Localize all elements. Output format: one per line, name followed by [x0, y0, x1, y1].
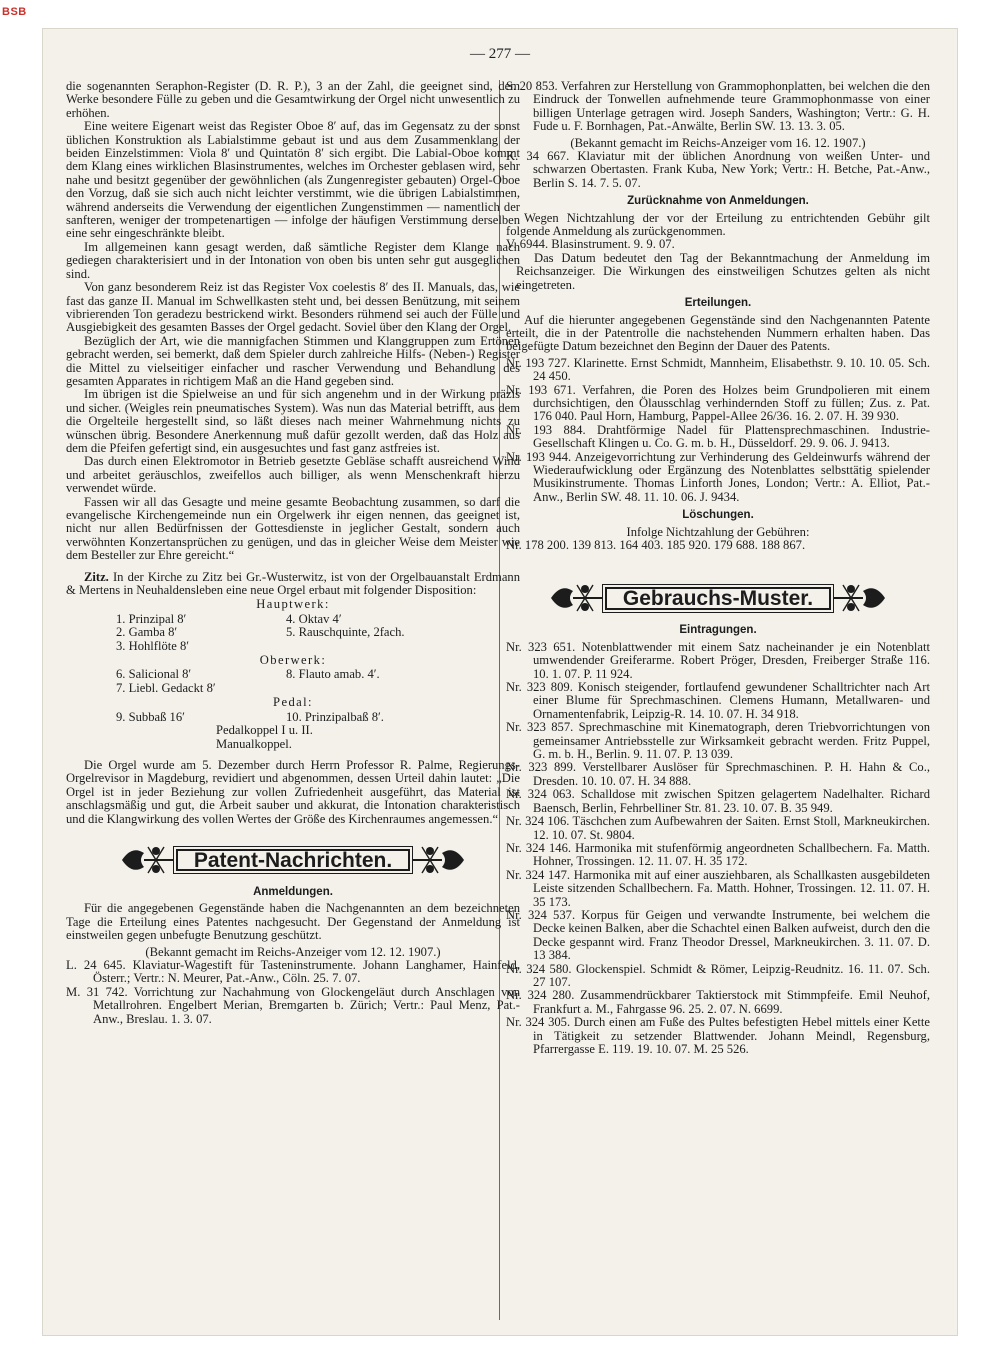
gm-entry: Nr. 323 809. Konisch steigender, fortlaufend gewundener Schalltrichter nach Art einer Blume für Sprechmaschinen. Clemens Humann, Metallwaren- und Ornamentenfabrik, Leipzig-R. 14. 10. 07. H. 34 918. — [506, 680, 930, 721]
register — [286, 682, 526, 695]
register: 7. Liebl. Gedackt 8′ — [116, 680, 216, 695]
register: 8. Flauto amab. 4′. — [286, 667, 380, 682]
zitz-intro — [66, 571, 520, 598]
patent-entry: Nr. 193 944. Anzeigevorrichtung zur Verhinderung des Geldeinwurfs während der Wiederaufwicklung oder Ergänzung des Notenblattes selbsttätig spielender Musikinstrumente. Thomas Linforth Jones, London; Vertr.: A. Elliot, Pat.-Anw., Berlin SW. 48. 11. 10. 06. J. 9434. — [506, 449, 930, 504]
register: 6. Salicional 8′ — [116, 667, 192, 682]
paragraph: Das Datum bedeutet den Tag der Bekanntmachung der Anmeldung im Reichsanzeiger. Die Wirkungen des einstweiligen Schutzes gelten als nicht eingetreten. — [516, 250, 930, 292]
section-title: Pedal: — [273, 695, 313, 710]
gm-entry: Nr. 324 146. Harmonika mit stufenförmig angeordneten Schallbechern. Fa. Matth. Hohner, Trossingen. 12. 11. 07. H. 35 172. — [506, 840, 930, 869]
gm-entry: Nr. 324 537. Korpus für Geigen und verwandte Instrumente, bei welchem die Decke keinen Balken, aber die Schachtel einen Balken aufweist, durch den die Decke gespannt wird. Franz Theodor Dressel, Markneukirchen. 3. 11. 07. D. 13 384. — [506, 907, 930, 963]
patent-entry: M. 31 742. Vorrichtung zur Nachahmung von Glockengeläut durch Anschlagen von Metallrohren. Engelbert Merian, Bremgarten b. Zürich; Vertr.: Paul Menz, Pat.-Anw., Breslau. 1. 3. 07. — [66, 984, 520, 1026]
paragraph: Wegen Nichtzahlung der vor der Erteilung zu entrichtenden Gebühr gilt folgende Anmeldung als zurückgenommen. — [506, 210, 930, 239]
section-heading: Erteilungen. — [684, 297, 752, 310]
gm-entry: Nr. 323 857. Sprechmaschine mit Kinematograph, deren Triebvorrichtungen von gemeinsamer Antriebsstelle zur Wirksamkeit gebracht werden. Fritz Puppel, G. m. b. H., Berlin. 9. 11. 07. P. 13 039. — [506, 720, 930, 762]
paragraph: Bezüglich der Art, wie die mannigfachen Stimmen und Klanggruppen zum Ertönen gebracht werden, sei bemerkt, daß dem Spieler durch zahlreiche Hilfs- (Neben-) Register die Mittel zu vielseitiger einfacher und rascher Verwendung und Behandlung des gesamten Apparates in richtigem Maß an die Hand gegeben sind. — [66, 333, 520, 388]
gm-entry: Nr. 324 280. Zusammendrückbarer Taktierstock mit Stimmpfeife. Emil Neuhof, Frankfurt a. M., Fahrgasse 96. 25. 2. 07. N. 6699. — [506, 988, 930, 1016]
register: 10. Prinzipalbaß 8′. — [286, 709, 384, 724]
gm-entry: Nr. 323 899. Verstellbarer Auslöser für Sprechmaschinen. P. H. Hahn & Co., Dresden. 10. 10. 07. H. 34 888. — [506, 760, 930, 788]
left-column — [66, 80, 520, 1026]
scanned-page — [42, 28, 958, 1336]
paragraph: Das durch einen Elektromotor in Betrieb gesetzte Gebläse schafft ausreichend Wind und arbeitet geräuschlos, zweifellos auch billiger, als wenn Menschenkraft hierzu verwendet würde. — [66, 454, 520, 496]
patent-entry: K. 34 667. Klaviatur mit der üblichen Anordnung von weißen Unter- und schwarzen Obertasten. Frank Kuba, New York; Vertr.: H. Betche, Pat.-Anw., Berlin S. 14. 7. 5. 07. — [506, 149, 930, 190]
subheading: Infolge Nichtzahlung der Gebühren: — [626, 524, 810, 539]
coupler: Pedalkoppel I u. II. — [216, 723, 313, 738]
notice: (Bekannt gemacht im Reichs-Anzeiger vom 12. 12. 1907.) — [145, 944, 441, 959]
patent-entry: Nr. 193 671. Verfahren, die Poren des Holzes beim Grundpolieren mit einem durchsichtigen, den Ölausschlag verhindernden Stoff zu füllen; Zus. z. Pat. 176 040. Paul Horn, Hamburg, Pappel-Allee 26/36. 16. 2. 07. H. 39 930. — [506, 382, 930, 424]
section-title: Hauptwerk: — [256, 597, 330, 612]
coupler-list — [66, 724, 520, 751]
register: 4. Oktav 4′ — [286, 611, 342, 626]
paragraph: Im allgemeinen kann gesagt werden, daß sämtliche Register dem Klange nach gediegen charakterisiert und in der Intonation von oben bis unten sehr gut ausgeglichen sind. — [66, 239, 520, 281]
section-heading: Löschungen. — [682, 509, 754, 522]
gm-entry: Nr. 324 063. Schalldose mit zwischen Spitzen gelagertem Nadelhalter. Richard Baensch, Berlin, Fehrbelliner Str. 81. 23. 10. 07. B. 35 949. — [506, 787, 930, 815]
patent-entry: S. 20 853. Verfahren zur Herstellung von Grammophonplatten, bei welchen die den Eindruck der Tonwellen aufnehmende teure Grammophonmasse von einer billigen Unterlage getragen wird. Joseph Sanders, Washington; Vertr.: G. H. Fude u. F. Bornhagen, Pat.-Anwälte, Berlin SW. 13. 13. 3. 05. — [506, 79, 930, 134]
paragraph: Im übrigen ist die Spielweise an und für sich angenehm und in der Wirkung präzis und sicher. (Weigles rein pneumatisches System). Was nun das Material betrifft, aus dem die Orgelteile hergestellt sind, so läßt dieses nach meiner Wahrnehmung nichts zu wünschen übrig. Besondere Anerkennung muß dafür gezollt werden, daß das Holz aus dem die Pfeifen gefertigt sind, ein ausgesuchtes und fast ganz astfreies ist. — [66, 387, 520, 455]
library-mark: BSB — [2, 6, 27, 18]
zitz-intro-text: In der Kirche zu Zitz bei Gr.-Wusterwitz, ist von der Orgelbauanstalt Erdmann & Mertens in Neuhaldensleben eine neue Orgel erbaut mit folgender Disposition: — [66, 569, 520, 598]
gm-entry: Nr. 324 580. Glockenspiel. Schmidt & Römer, Leipzig-Reudnitz. 16. 11. 07. Sch. 27 107. — [506, 961, 930, 989]
gebrauchs-banner — [506, 578, 930, 618]
banner-title: Gebrauchs-Muster. — [605, 587, 831, 609]
patent-entry: Nr. 193 884. Drahtförmige Nadel für Plattensprechmaschinen. Industrie-Gesellschaft Klingen u. Co. G. m. b. H., Düsseldorf. 29. 9. 06. J. 9413. — [506, 422, 930, 451]
disposition-oberwerk — [66, 668, 520, 695]
section-heading: Eintragungen. — [679, 624, 757, 637]
register: 9. Subbaß 16′ — [116, 709, 185, 724]
ornament-right-icon — [410, 841, 468, 879]
deletion-list: Nr. 178 200. 139 813. 164 403. 185 920. 179 688. 188 867. — [506, 538, 806, 552]
paragraph: Die Orgel wurde am 5. Dezember durch Herrn Professor R. Palme, Regierungs-Orgelrevisor in Magdeburg, revidiert und abgenommen, dessen Urteil dahin lautet: „Die Orgel ist in jeder Beziehung zur vollen Zufriedenheit ausgeführt, das Material ist anschlagsmäßig und gut, die Arbeit sauber und akkurat, die Intonation charakteristisch und die Klangwirkung des vollen Wertes der Größe des Kirchenraumes angemessen.“ — [66, 757, 520, 826]
patent-entry: Nr. 193 727. Klarinette. Ernst Schmidt, Mannheim, Elisabethstr. 9. 10. 10. 05. Sch. 24 450. — [506, 355, 930, 384]
patent-entry: L. 24 645. Klaviatur-Wagestift für Tasteninstrumente. Johann Langhamer, Hainfeld, Österr.; Vertr.: N. Meurer, Pat.-Anw., Cöln. 25. 7. 07. — [66, 957, 520, 986]
place-name: Zitz. — [84, 569, 109, 584]
section-heading: Anmeldungen. — [253, 885, 333, 898]
gm-entry: Nr. 323 651. Notenblattwender mit einem Satz nacheinander je ein Notenblatt umwendender Greiferarme. Robert Pröger, Dresden, Freiberger Straße 116. 10. 1. 07. P. 11 924. — [506, 639, 930, 681]
patent-entry: V. 6944. Blasinstrument. 9. 9. 07. — [506, 237, 675, 252]
paragraph: Auf die hierunter angegebenen Gegenstände sind den Nachgenannten Patente erteilt, die in der Patentrolle die nachstehenden Nummern erhalten haben. Das beigefügte Datum bezeichnet den Beginn der Dauer des Patents. — [506, 312, 930, 354]
paragraph: Fassen wir all das Gesagte und meine gesamte Beobachtung zusammen, so darf die evangelische Kirchengemeinde nun ein Orgelwerk ihr eigen nennen, das geeignet ist, nicht nur allen Bedürfnissen der Gottesdienste in jeglicher Gestalt, sondern auch verwöhnten Konzertansprüchen zu genügen, und das in gleicher Weise dem Meister wie dem Besteller zur Ehre gereicht.“ — [66, 494, 520, 563]
paragraph: Eine weitere Eigenart weist das Register Oboe 8′ auf, das im Gegensatz zu der sonst üblichen Konstruktion als Labialstimme gebaut ist und aus dem Zusammenklang der beiden Einzelstimmen: Viola 8′ und Quintatön 8′ sich ergibt. Die Labial-Oboe kommt dem Klang eines wirklichen Blasinstrumentes, welches im Orchester geblasen wird, sehr nahe und besitzt gegenüber der gewöhnlichen (als Zungenregister gebauten) Orgel-Oboe den Vorzug, daß sie sich auch nicht leichter verstimmt, wie die übrigen Labialstimmen, während anderseits die Verwendung der eigentlichen Zungenstimmen — namentlich der sanfteren, weniger der trompetenartigen — infolge der häufigen Verstimmung derselben eine sehr eingeschränkte bleibt. — [66, 119, 520, 241]
gm-entry: Nr. 324 305. Durch einen am Fuße des Pultes befestigten Hebel mittels einer Kette in Tätigkeit zu setzender Blattwender. Johann Meindl, Regensburg, Pfarrergasse E. 119. 19. 10. 07. M. 25 526. — [506, 1015, 930, 1056]
paragraph: Für die angegebenen Gegenstände haben die Nachgenannten an dem bezeichneten Tage die Erteilung eines Patentes nachgesucht. Der Gegenstand der Anmeldung ist einstweilen gegen unbefugte Benutzung geschützt. — [66, 901, 520, 943]
disposition-pedal — [66, 711, 520, 724]
patent-banner — [66, 840, 520, 880]
gm-entry: Nr. 324 147. Harmonika mit auf einer ausziehbaren, als Schallkasten ausgebildeten Leiste sitzenden Schallbechern. Fa. Matth. Hohner, Trossingen. 12. 11. 07. H. 35 173. — [506, 867, 930, 909]
page-number: — 277 — — [470, 46, 530, 62]
gm-entry: Nr. 324 106. Täschchen zum Aufbewahren der Saiten. Ernst Stoll, Markneukirchen. 12. 10. 07. St. 9804. — [506, 814, 930, 842]
notice: (Bekannt gemacht im Reichs-Anzeiger vom 16. 12. 1907.) — [570, 135, 866, 150]
paragraph: die sogenannten Seraphon-Register (D. R. P.), 3 an der Zahl, die geeignet sind, dem Werke besondere Fülle zu geben und die Gesamtwirkung der Orgel nicht unwesentlich zu erhöhen. — [66, 79, 520, 120]
ornament-right-icon — [831, 579, 889, 617]
disposition-hauptwerk — [66, 613, 520, 653]
ornament-left-icon — [118, 841, 176, 879]
register: 2. Gamba 8′ — [116, 625, 178, 640]
right-column — [506, 80, 930, 1056]
section-title: Oberwerk: — [259, 653, 327, 668]
section-heading: Zurücknahme von Anmeldungen. — [627, 195, 809, 208]
paragraph: Von ganz besonderem Reiz ist das Register Vox coelestis 8′ des II. Manuals, das, wie fast das ganze II. Manual im Schwellkasten steht und, bei dessen Benützung, mit seinem vibrierenden Ton geradezu bestrickend wirkt. Besonders rühmend sei auch der Fülle und Ausgiebigkeit des gesamten Basses der Orgel gedacht. Soviel über den Klang der Orgel. — [66, 280, 520, 335]
banner-title: Patent-Nachrichten. — [176, 849, 410, 871]
register: 3. Hohlflöte 8′ — [116, 638, 190, 653]
register: 5. Rauschquinte, 2fach. — [286, 625, 405, 640]
register: 1. Prinzipal 8′ — [116, 611, 187, 626]
ornament-left-icon — [547, 579, 605, 617]
register — [286, 640, 526, 653]
coupler: Manualkoppel. — [216, 736, 292, 751]
